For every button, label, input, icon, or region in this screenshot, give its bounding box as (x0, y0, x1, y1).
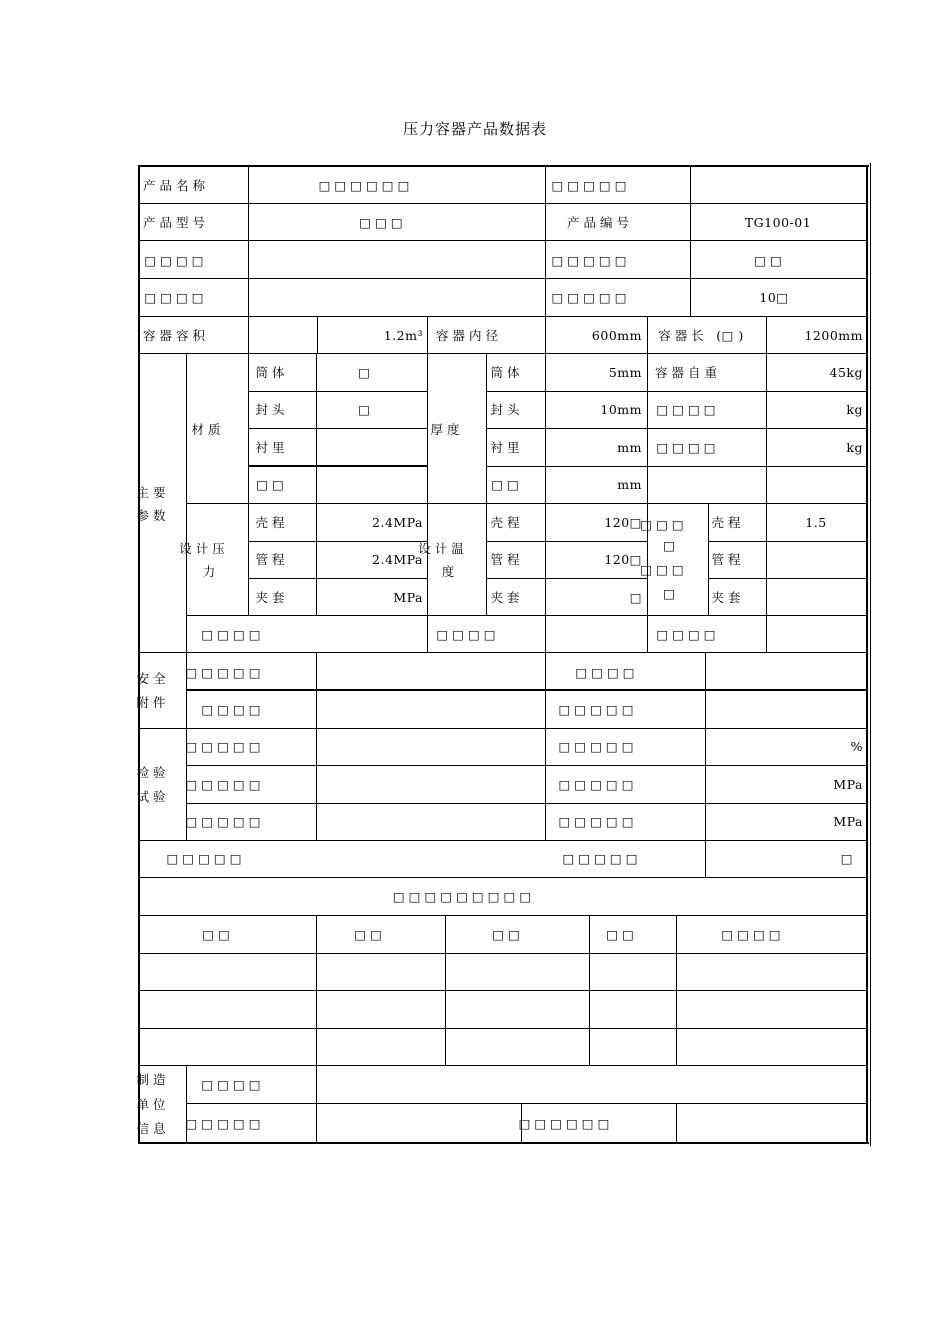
label-medium-4: □ (663, 586, 679, 601)
label-product-number: 产品编号 (566, 215, 634, 230)
label-bottom-1: □□□□ (201, 627, 265, 642)
value-product-number: TG100-01 (744, 215, 812, 230)
grid-line-h (139, 1028, 867, 1029)
grid-line-h (186, 1103, 867, 1104)
label-thickness-item: 封头 (490, 402, 524, 417)
label-safety-item-2: □□□□ (575, 665, 639, 680)
grid-line-h (248, 578, 427, 579)
grid-line-h (186, 803, 867, 804)
parts-table-header: □□□□ (721, 927, 785, 942)
grid-line-h (248, 541, 427, 542)
value-material-item: □ (358, 402, 374, 417)
value-volume: 1.2m³ (383, 328, 423, 343)
label-medium-1: □□□ (640, 517, 688, 532)
label-design-temp-2: 度 (441, 564, 459, 579)
value-product-name: □□□□□□ (318, 178, 414, 193)
label-other-2: □□□□□ (562, 851, 642, 866)
value-vessel-length: 1200mm (804, 328, 863, 343)
grid-line-v (545, 652, 546, 840)
value-product-model: □□□ (359, 215, 407, 230)
label-pressure-item: 夹套 (255, 590, 289, 605)
grid-line-h (139, 652, 867, 653)
label-thickness-item: □□ (491, 477, 523, 492)
label-pressure-item: 管程 (255, 552, 289, 567)
grid-line-h (708, 578, 867, 579)
label-thickness-item: 筒体 (490, 365, 524, 380)
label-manufacturer-item: □□□□ (201, 1077, 265, 1092)
value-inspection-item-2: % (850, 739, 863, 754)
value-inspection-item-2: MPa (833, 777, 863, 792)
value-inspection-item-2: MPa (833, 814, 863, 829)
label-bottom-2: □□□□ (436, 627, 500, 642)
grid-line-v (248, 166, 249, 353)
label-vessel-length-paren: (□ ) (716, 328, 744, 343)
label-medium-item: 夹套 (711, 590, 745, 605)
grid-line-h (486, 428, 867, 429)
parts-table-header: □□ (202, 927, 234, 942)
table-border-top (139, 165, 869, 167)
label-inspection-item-2: □□□□□ (558, 777, 638, 792)
label-material-item: 衬里 (255, 440, 289, 455)
grid-line-v (708, 503, 709, 615)
label-product-name-2: □□□□□ (551, 178, 631, 193)
label-temp-item: 壳程 (490, 515, 524, 530)
label-medium-item: 壳程 (711, 515, 745, 530)
label-inspection-2: 试验 (136, 789, 170, 804)
value-temp-item: 120□ (604, 552, 642, 567)
grid-line-v (316, 353, 317, 615)
label-material-item: 筒体 (255, 365, 289, 380)
label-bottom-3: □□□□ (656, 627, 720, 642)
label-inspection-1: 检验 (136, 765, 170, 780)
label-volume: 容器容积 (142, 328, 210, 343)
grid-line-v (545, 166, 546, 353)
label-thickness: 厚度 (430, 422, 464, 437)
value-inner-diameter: 600mm (591, 328, 642, 343)
grid-line-h (139, 1065, 867, 1066)
label-vessel-length: 容器长 (658, 328, 708, 343)
grid-line-h (186, 765, 867, 766)
value-manufacture-unit-2: 10□ (759, 290, 789, 305)
value-medium-item: 1.5 (805, 515, 827, 530)
label-weight-item: □□□□ (656, 440, 720, 455)
label-manufacturer-item: □□□□□ (185, 1116, 265, 1131)
value-other-2: □ (840, 851, 853, 866)
label-inspection-item: □□□□□ (185, 814, 265, 829)
label-material-item: 封头 (255, 402, 289, 417)
value-pressure-item: 2.4MPa (372, 552, 423, 567)
table-border-right (866, 165, 868, 1144)
grid-line-v (316, 915, 317, 1065)
grid-line-v (676, 1103, 677, 1143)
value-thickness-item: mm (617, 440, 642, 455)
grid-line-v (690, 166, 691, 316)
grid-line-h (139, 915, 867, 916)
value-material-item: □ (358, 365, 374, 380)
grid-line-v (427, 316, 428, 353)
label-inspection-item-2: □□□□□ (558, 814, 638, 829)
table-border-bottom (139, 1142, 869, 1144)
label-temp-item: 夹套 (490, 590, 524, 605)
parts-table-header: □□ (354, 927, 386, 942)
grid-line-v (676, 915, 677, 1065)
label-design-pressure-1: 设计压 (179, 541, 229, 556)
value-pressure-item: MPa (393, 590, 423, 605)
label-main-params-1: 主要 (136, 485, 170, 500)
label-design-unit-2: □□□□□ (551, 253, 631, 268)
label-inspection-item-2: □□□□□ (558, 739, 638, 754)
grid-line-h (486, 541, 647, 542)
label-manufacture-unit-2: □□□□□ (551, 290, 631, 305)
grid-line-h (139, 953, 867, 954)
value-weight-item: kg (846, 402, 863, 417)
value-temp-item: □ (629, 590, 642, 605)
grid-line-v (647, 353, 648, 652)
label-design-pressure-2: 力 (202, 564, 220, 579)
grid-line-v (766, 353, 767, 503)
parts-table-header: □□ (606, 927, 638, 942)
document-title: 压力容器产品数据表 (402, 120, 547, 138)
label-medium-2: □ (663, 538, 679, 553)
label-safety-item-2: □□□□□ (558, 702, 638, 717)
grid-line-h (186, 689, 867, 691)
table-border-left (138, 165, 140, 1144)
label-material: 材质 (191, 422, 225, 437)
grid-line-h (248, 465, 427, 467)
label-safety-2: 附件 (136, 695, 170, 710)
value-weight-item: kg (846, 440, 863, 455)
grid-line-v (766, 316, 767, 353)
label-product-name: 产品名称 (142, 178, 210, 193)
value-thickness-item: 5mm (608, 365, 642, 380)
label-design-unit: □□□□ (144, 253, 208, 268)
grid-line-h (139, 840, 867, 841)
grid-line-v (316, 652, 317, 840)
grid-line-h (139, 877, 867, 878)
value-pressure-item: 2.4MPa (372, 515, 423, 530)
grid-line-v (317, 316, 318, 353)
label-safety-item: □□□□ (201, 702, 265, 717)
label-manufacturer-1: 制造 (136, 1072, 170, 1087)
label-inner-diameter: 容器内径 (435, 328, 503, 343)
label-manufacturer-item-2: □□□□□□ (518, 1116, 614, 1131)
label-design-temp-1: 设计温 (418, 541, 468, 556)
label-safety-1: 安全 (136, 671, 170, 686)
label-safety-item: □□□□□ (185, 665, 265, 680)
grid-line-h (248, 428, 427, 429)
parts-table-header: □□ (492, 927, 524, 942)
grid-line-h (708, 541, 867, 542)
value-thickness-item: 10mm (600, 402, 642, 417)
grid-line-v (445, 915, 446, 1065)
value-weight-item: 45kg (829, 365, 863, 380)
label-product-model: 产品型号 (142, 215, 210, 230)
label-weight-item: □□□□ (656, 402, 720, 417)
label-manufacturer-3: 信息 (136, 1121, 170, 1136)
table-border-right-outer (870, 163, 871, 1146)
label-main-params-2: 参数 (136, 508, 170, 523)
label-pressure-item: 壳程 (255, 515, 289, 530)
grid-line-v (545, 353, 546, 652)
value-thickness-item: mm (617, 477, 642, 492)
label-inspection-item: □□□□□ (185, 739, 265, 754)
grid-line-v (248, 353, 249, 615)
grid-line-h (139, 728, 867, 729)
grid-line-v (316, 1065, 317, 1143)
label-other: □□□□□ (166, 851, 246, 866)
grid-line-h (139, 990, 867, 991)
grid-line-h (486, 578, 647, 579)
grid-line-v (486, 353, 487, 615)
grid-line-v (427, 353, 428, 652)
grid-line-v (589, 915, 590, 1065)
label-temp-item: 管程 (490, 552, 524, 567)
section-title: □□□□□□□□□ (392, 889, 536, 904)
label-inspection-item: □□□□□ (185, 777, 265, 792)
value-temp-item: 120□ (604, 515, 642, 530)
grid-line-h (186, 615, 867, 616)
label-medium-item: 管程 (711, 552, 745, 567)
grid-line-v (647, 316, 648, 353)
grid-line-h (486, 466, 867, 467)
grid-line-h (248, 391, 427, 392)
label-manufacturer-2: 单位 (136, 1097, 170, 1112)
label-medium-3: □□□ (640, 562, 688, 577)
grid-line-h (486, 391, 867, 392)
label-weight-item: 容器自重 (654, 365, 722, 380)
label-material-item: □□ (256, 477, 288, 492)
label-thickness-item: 衬里 (490, 440, 524, 455)
value-design-unit-2: □□ (754, 253, 786, 268)
label-manufacture-unit: □□□□ (144, 290, 208, 305)
